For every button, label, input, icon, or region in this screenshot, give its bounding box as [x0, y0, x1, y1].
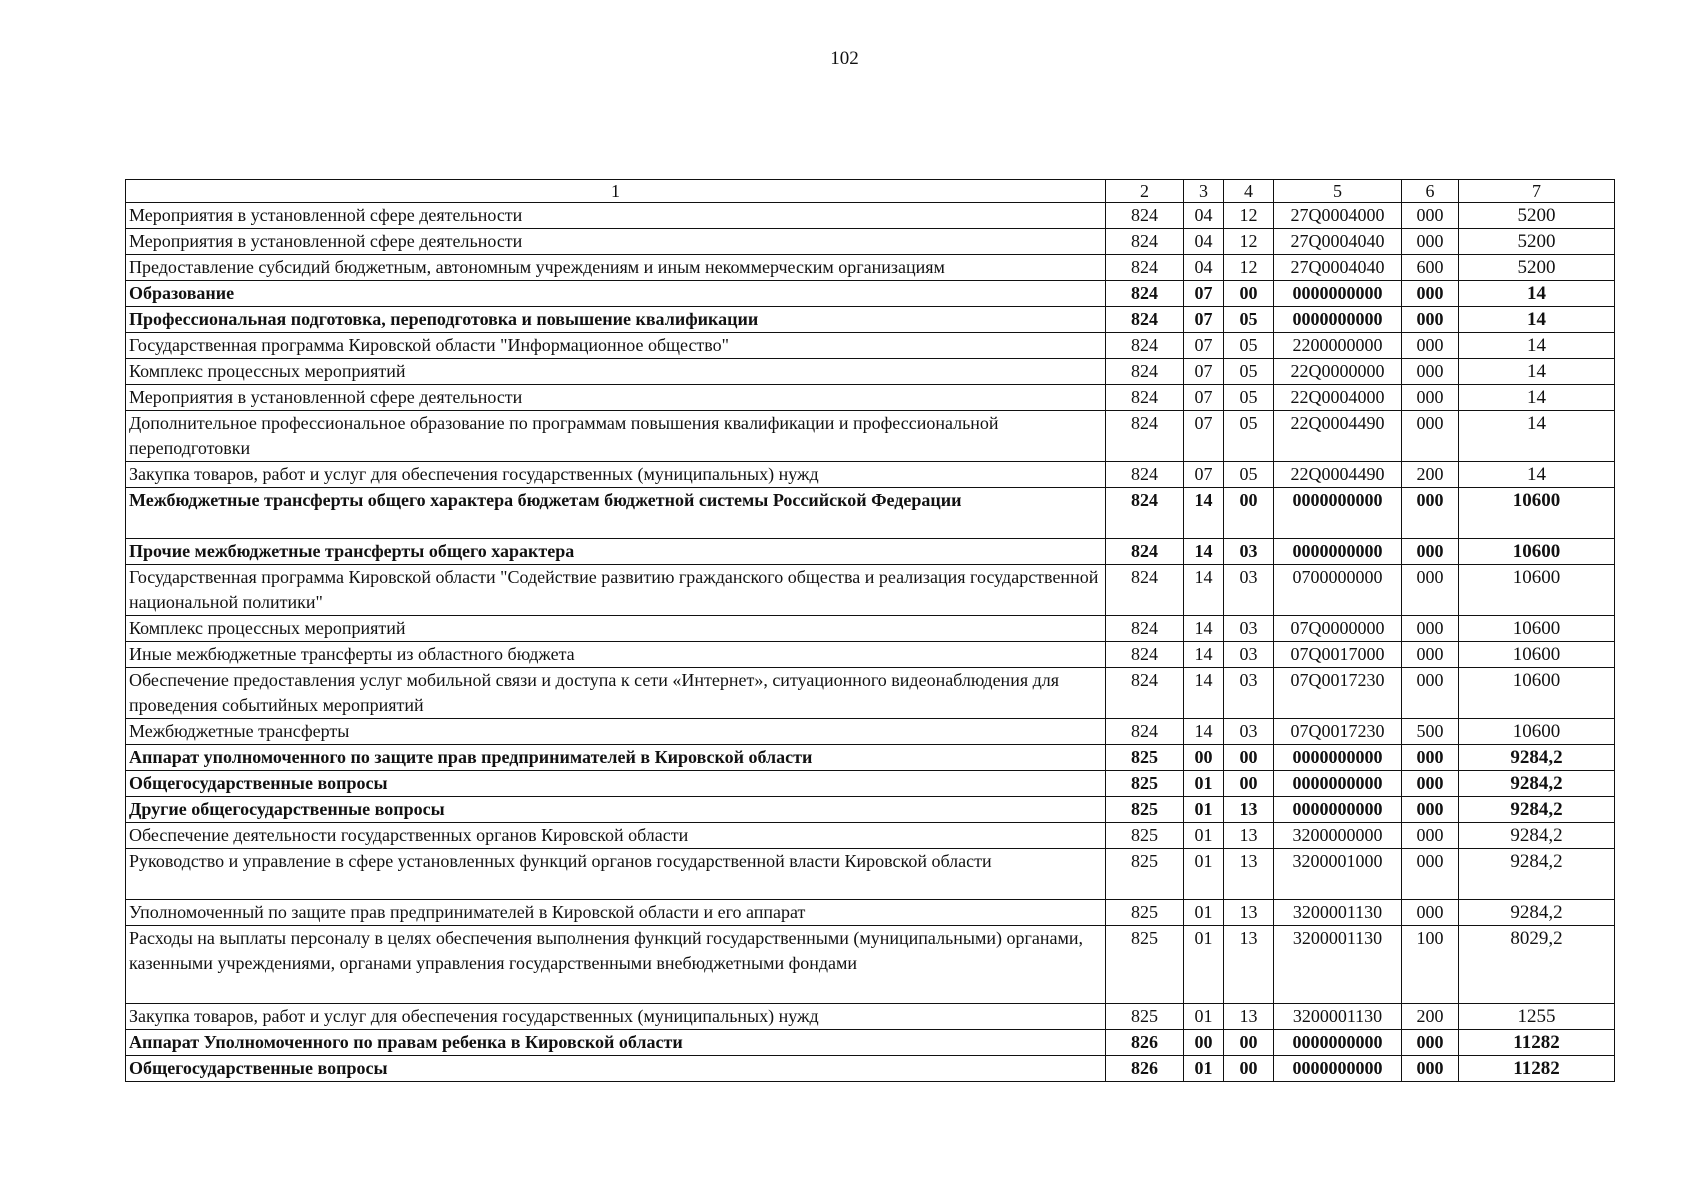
table-row: [126, 565, 1615, 616]
subsection-cell: 03: [1224, 642, 1274, 668]
row-name-cell: Аппарат Уполномоченного по правам ребенка в Кировской области: [126, 1030, 1106, 1056]
expense-type-cell: 000: [1402, 565, 1459, 616]
table-header-row: [126, 180, 1615, 203]
target-article-cell: 0000000000: [1274, 1030, 1402, 1056]
row-name-cell: Общегосударственные вопросы: [126, 1056, 1106, 1082]
amount-cell: 8029,2: [1459, 926, 1615, 1004]
subsection-cell: 05: [1224, 411, 1274, 462]
amount-cell: 10600: [1459, 719, 1615, 745]
grbs-cell: 824: [1106, 385, 1184, 411]
table-row: [126, 668, 1615, 719]
section-cell: 07: [1184, 359, 1224, 385]
row-name-cell: Прочие межбюджетные трансферты общего характера: [126, 539, 1106, 565]
grbs-cell: 825: [1106, 745, 1184, 771]
table-row: [126, 488, 1615, 539]
target-article-cell: 07Q0000000: [1274, 616, 1402, 642]
grbs-cell: 824: [1106, 255, 1184, 281]
subsection-cell: 03: [1224, 668, 1274, 719]
row-name-cell: Закупка товаров, работ и услуг для обеспечения государственных (муниципальных) нужд: [126, 462, 1106, 488]
subsection-cell: 00: [1224, 745, 1274, 771]
section-cell: 07: [1184, 385, 1224, 411]
expense-type-cell: 000: [1402, 539, 1459, 565]
target-article-cell: 07Q0017000: [1274, 642, 1402, 668]
row-name-cell: Общегосударственные вопросы: [126, 771, 1106, 797]
amount-cell: 14: [1459, 411, 1615, 462]
subsection-cell: 13: [1224, 823, 1274, 849]
section-cell: 00: [1184, 1030, 1224, 1056]
target-article-cell: 3200001130: [1274, 926, 1402, 1004]
row-name-cell: Государственная программа Кировской области "Информационное общество": [126, 333, 1106, 359]
section-cell: 01: [1184, 1056, 1224, 1082]
subsection-cell: 03: [1224, 719, 1274, 745]
expense-type-cell: 000: [1402, 668, 1459, 719]
table-row: [126, 203, 1615, 229]
amount-cell: 9284,2: [1459, 745, 1615, 771]
subsection-cell: 05: [1224, 385, 1274, 411]
subsection-cell: 05: [1224, 359, 1274, 385]
column-header: 3: [1184, 180, 1224, 203]
subsection-cell: 00: [1224, 281, 1274, 307]
grbs-cell: 825: [1106, 797, 1184, 823]
row-name-cell: Профессиональная подготовка, переподготовка и повышение квалификации: [126, 307, 1106, 333]
row-name-cell: Предоставление субсидий бюджетным, автономным учреждениям и иным некоммерческим организациям: [126, 255, 1106, 281]
amount-cell: 9284,2: [1459, 849, 1615, 900]
table-row: [126, 642, 1615, 668]
subsection-cell: 03: [1224, 565, 1274, 616]
table-body: [126, 203, 1615, 1082]
subsection-cell: 12: [1224, 229, 1274, 255]
section-cell: 04: [1184, 229, 1224, 255]
target-article-cell: 3200000000: [1274, 823, 1402, 849]
expense-type-cell: 000: [1402, 900, 1459, 926]
column-header: 2: [1106, 180, 1184, 203]
row-name-cell: Руководство и управление в сфере установленных функций органов государственной власти Кировской области: [126, 849, 1106, 900]
amount-cell: 10600: [1459, 616, 1615, 642]
section-cell: 00: [1184, 745, 1224, 771]
amount-cell: 10600: [1459, 488, 1615, 539]
row-name-cell: Государственная программа Кировской области "Содействие развитию гражданского общества и реализация государственной национальной политики": [126, 565, 1106, 616]
section-cell: 07: [1184, 281, 1224, 307]
amount-cell: 14: [1459, 359, 1615, 385]
amount-cell: 9284,2: [1459, 771, 1615, 797]
amount-cell: 14: [1459, 281, 1615, 307]
expense-type-cell: 000: [1402, 307, 1459, 333]
expense-type-cell: 600: [1402, 255, 1459, 281]
row-name-cell: Образование: [126, 281, 1106, 307]
target-article-cell: 0000000000: [1274, 771, 1402, 797]
table-row: [126, 411, 1615, 462]
grbs-cell: 824: [1106, 229, 1184, 255]
table-row: [126, 797, 1615, 823]
section-cell: 07: [1184, 462, 1224, 488]
table-row: [126, 900, 1615, 926]
grbs-cell: 824: [1106, 565, 1184, 616]
grbs-cell: 824: [1106, 203, 1184, 229]
grbs-cell: 825: [1106, 1004, 1184, 1030]
table-row: [126, 539, 1615, 565]
target-article-cell: 3200001130: [1274, 1004, 1402, 1030]
section-cell: 07: [1184, 333, 1224, 359]
subsection-cell: 00: [1224, 488, 1274, 539]
row-name-cell: Комплекс процессных мероприятий: [126, 616, 1106, 642]
table-row: [126, 823, 1615, 849]
subsection-cell: 13: [1224, 849, 1274, 900]
target-article-cell: 22Q0004490: [1274, 462, 1402, 488]
expense-type-cell: 000: [1402, 1030, 1459, 1056]
column-header: 5: [1274, 180, 1402, 203]
expense-type-cell: 000: [1402, 229, 1459, 255]
table-row: [126, 1030, 1615, 1056]
row-name-cell: Иные межбюджетные трансферты из областного бюджета: [126, 642, 1106, 668]
row-name-cell: Обеспечение деятельности государственных органов Кировской области: [126, 823, 1106, 849]
expense-type-cell: 000: [1402, 333, 1459, 359]
grbs-cell: 825: [1106, 771, 1184, 797]
subsection-cell: 05: [1224, 333, 1274, 359]
expense-type-cell: 000: [1402, 616, 1459, 642]
grbs-cell: 824: [1106, 359, 1184, 385]
subsection-cell: 12: [1224, 203, 1274, 229]
amount-cell: 14: [1459, 333, 1615, 359]
table-row: [126, 1056, 1615, 1082]
amount-cell: 14: [1459, 385, 1615, 411]
section-cell: 14: [1184, 616, 1224, 642]
expense-type-cell: 000: [1402, 745, 1459, 771]
subsection-cell: 03: [1224, 539, 1274, 565]
target-article-cell: 22Q0004490: [1274, 411, 1402, 462]
grbs-cell: 825: [1106, 900, 1184, 926]
section-cell: 01: [1184, 823, 1224, 849]
expense-type-cell: 000: [1402, 642, 1459, 668]
section-cell: 01: [1184, 926, 1224, 1004]
grbs-cell: 824: [1106, 281, 1184, 307]
column-header: 6: [1402, 180, 1459, 203]
expense-type-cell: 000: [1402, 823, 1459, 849]
subsection-cell: 13: [1224, 926, 1274, 1004]
subsection-cell: 05: [1224, 307, 1274, 333]
table-row: [126, 849, 1615, 900]
column-header: 1: [126, 180, 1106, 203]
target-article-cell: 0000000000: [1274, 797, 1402, 823]
target-article-cell: 27Q0004000: [1274, 203, 1402, 229]
table-row: [126, 229, 1615, 255]
section-cell: 14: [1184, 565, 1224, 616]
row-name-cell: Мероприятия в установленной сфере деятельности: [126, 229, 1106, 255]
expense-type-cell: 000: [1402, 849, 1459, 900]
target-article-cell: 0000000000: [1274, 539, 1402, 565]
amount-cell: 10600: [1459, 539, 1615, 565]
section-cell: 01: [1184, 900, 1224, 926]
section-cell: 04: [1184, 203, 1224, 229]
expense-type-cell: 500: [1402, 719, 1459, 745]
row-name-cell: Расходы на выплаты персоналу в целях обеспечения выполнения функций государственными (муниципальными) органами, казенными учреждениями, органами управления государственными внебюджетными фондами: [126, 926, 1106, 1004]
target-article-cell: 0000000000: [1274, 488, 1402, 539]
section-cell: 14: [1184, 539, 1224, 565]
subsection-cell: 00: [1224, 771, 1274, 797]
table-row: [126, 1004, 1615, 1030]
grbs-cell: 824: [1106, 307, 1184, 333]
grbs-cell: 825: [1106, 849, 1184, 900]
amount-cell: 10600: [1459, 668, 1615, 719]
grbs-cell: 824: [1106, 411, 1184, 462]
section-cell: 01: [1184, 849, 1224, 900]
amount-cell: 11282: [1459, 1030, 1615, 1056]
table-row: [126, 462, 1615, 488]
grbs-cell: 824: [1106, 668, 1184, 719]
subsection-cell: 13: [1224, 1004, 1274, 1030]
target-article-cell: 27Q0004040: [1274, 229, 1402, 255]
section-cell: 01: [1184, 1004, 1224, 1030]
row-name-cell: Дополнительное профессиональное образование по программам повышения квалификации и профессиональной переподготовки: [126, 411, 1106, 462]
subsection-cell: 13: [1224, 900, 1274, 926]
expense-type-cell: 100: [1402, 926, 1459, 1004]
grbs-cell: 824: [1106, 719, 1184, 745]
expense-type-cell: 200: [1402, 462, 1459, 488]
page-number: 102: [830, 48, 859, 69]
budget-table: [125, 179, 1615, 1082]
target-article-cell: 0000000000: [1274, 745, 1402, 771]
grbs-cell: 824: [1106, 333, 1184, 359]
table-row: [126, 281, 1615, 307]
section-cell: 14: [1184, 668, 1224, 719]
subsection-cell: 12: [1224, 255, 1274, 281]
section-cell: 01: [1184, 797, 1224, 823]
grbs-cell: 824: [1106, 616, 1184, 642]
amount-cell: 5200: [1459, 229, 1615, 255]
grbs-cell: 824: [1106, 642, 1184, 668]
table-row: [126, 333, 1615, 359]
amount-cell: 9284,2: [1459, 823, 1615, 849]
subsection-cell: 00: [1224, 1030, 1274, 1056]
expense-type-cell: 000: [1402, 1056, 1459, 1082]
row-name-cell: Мероприятия в установленной сфере деятельности: [126, 385, 1106, 411]
grbs-cell: 824: [1106, 539, 1184, 565]
table-row: [126, 385, 1615, 411]
amount-cell: 5200: [1459, 203, 1615, 229]
expense-type-cell: 200: [1402, 1004, 1459, 1030]
subsection-cell: 05: [1224, 462, 1274, 488]
target-article-cell: 22Q0004000: [1274, 385, 1402, 411]
subsection-cell: 03: [1224, 616, 1274, 642]
target-article-cell: 3200001130: [1274, 900, 1402, 926]
target-article-cell: 0000000000: [1274, 307, 1402, 333]
grbs-cell: 824: [1106, 462, 1184, 488]
expense-type-cell: 000: [1402, 385, 1459, 411]
expense-type-cell: 000: [1402, 359, 1459, 385]
row-name-cell: Межбюджетные трансферты общего характера бюджетам бюджетной системы Российской Федерации: [126, 488, 1106, 539]
section-cell: 04: [1184, 255, 1224, 281]
table-row: [126, 616, 1615, 642]
row-name-cell: Комплекс процессных мероприятий: [126, 359, 1106, 385]
expense-type-cell: 000: [1402, 771, 1459, 797]
grbs-cell: 826: [1106, 1056, 1184, 1082]
target-article-cell: 3200001000: [1274, 849, 1402, 900]
row-name-cell: Закупка товаров, работ и услуг для обеспечения государственных (муниципальных) нужд: [126, 1004, 1106, 1030]
table-row: [126, 359, 1615, 385]
grbs-cell: 825: [1106, 823, 1184, 849]
target-article-cell: 22Q0000000: [1274, 359, 1402, 385]
table-row: [126, 307, 1615, 333]
amount-cell: 9284,2: [1459, 797, 1615, 823]
target-article-cell: 07Q0017230: [1274, 719, 1402, 745]
target-article-cell: 07Q0017230: [1274, 668, 1402, 719]
amount-cell: 14: [1459, 307, 1615, 333]
section-cell: 07: [1184, 307, 1224, 333]
target-article-cell: 2200000000: [1274, 333, 1402, 359]
table-row: [126, 719, 1615, 745]
grbs-cell: 826: [1106, 1030, 1184, 1056]
grbs-cell: 824: [1106, 488, 1184, 539]
expense-type-cell: 000: [1402, 411, 1459, 462]
row-name-cell: Аппарат уполномоченного по защите прав предпринимателей в Кировской области: [126, 745, 1106, 771]
subsection-cell: 13: [1224, 797, 1274, 823]
target-article-cell: 0000000000: [1274, 281, 1402, 307]
column-header: 4: [1224, 180, 1274, 203]
row-name-cell: Обеспечение предоставления услуг мобильной связи и доступа к сети «Интернет», ситуационного видеонаблюдения для проведения событийных мероприятий: [126, 668, 1106, 719]
section-cell: 14: [1184, 642, 1224, 668]
amount-cell: 10600: [1459, 642, 1615, 668]
expense-type-cell: 000: [1402, 797, 1459, 823]
row-name-cell: Другие общегосударственные вопросы: [126, 797, 1106, 823]
target-article-cell: 27Q0004040: [1274, 255, 1402, 281]
table-row: [126, 745, 1615, 771]
expense-type-cell: 000: [1402, 281, 1459, 307]
expense-type-cell: 000: [1402, 203, 1459, 229]
target-article-cell: 0700000000: [1274, 565, 1402, 616]
table-row: [126, 255, 1615, 281]
amount-cell: 1255: [1459, 1004, 1615, 1030]
amount-cell: 11282: [1459, 1056, 1615, 1082]
grbs-cell: 825: [1106, 926, 1184, 1004]
row-name-cell: Межбюджетные трансферты: [126, 719, 1106, 745]
section-cell: 01: [1184, 771, 1224, 797]
amount-cell: 9284,2: [1459, 900, 1615, 926]
subsection-cell: 00: [1224, 1056, 1274, 1082]
section-cell: 14: [1184, 719, 1224, 745]
row-name-cell: Мероприятия в установленной сфере деятельности: [126, 203, 1106, 229]
expense-type-cell: 000: [1402, 488, 1459, 539]
section-cell: 14: [1184, 488, 1224, 539]
row-name-cell: Уполномоченный по защите прав предпринимателей в Кировской области и его аппарат: [126, 900, 1106, 926]
amount-cell: 10600: [1459, 565, 1615, 616]
target-article-cell: 0000000000: [1274, 1056, 1402, 1082]
table-row: [126, 771, 1615, 797]
section-cell: 07: [1184, 411, 1224, 462]
table-row: [126, 926, 1615, 1004]
amount-cell: 14: [1459, 462, 1615, 488]
amount-cell: 5200: [1459, 255, 1615, 281]
column-header: 7: [1459, 180, 1615, 203]
